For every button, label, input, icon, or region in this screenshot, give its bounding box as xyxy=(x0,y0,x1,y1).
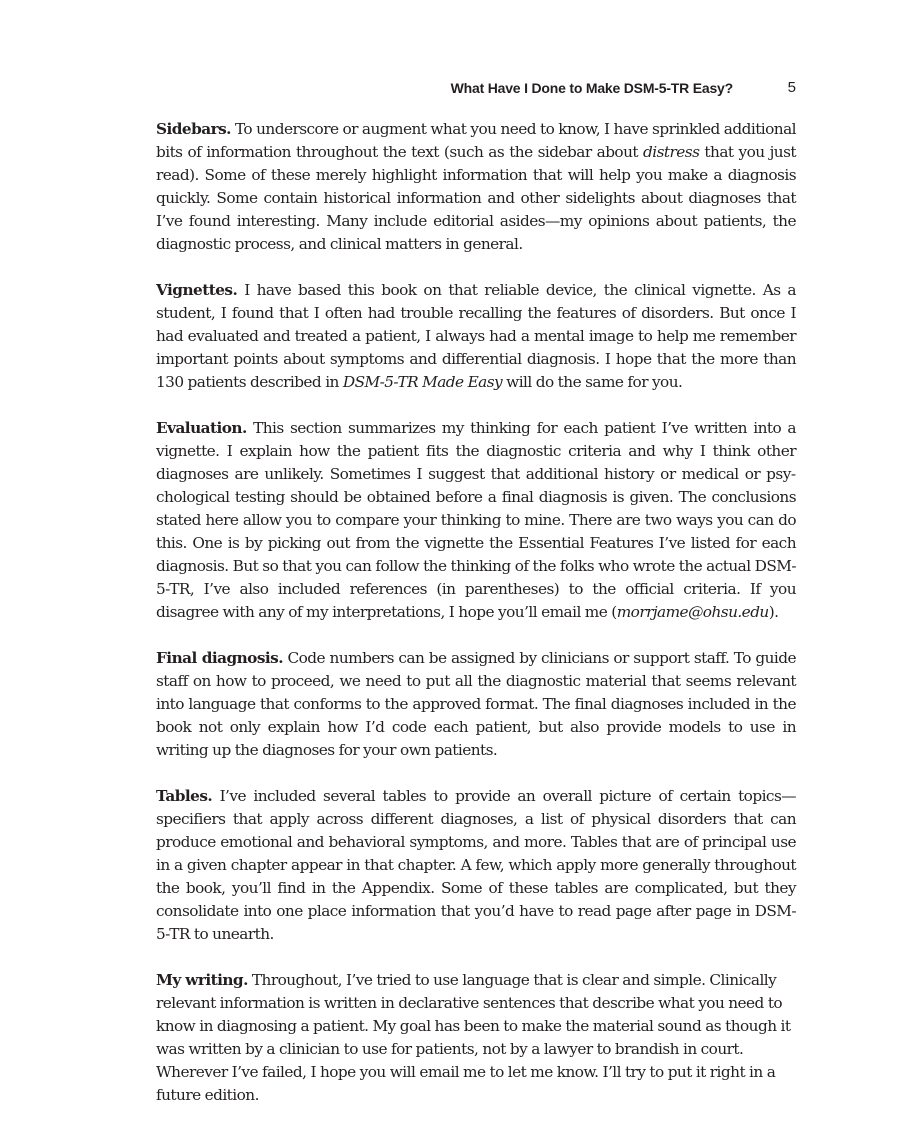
paragraph-heading-evaluation: Evaluation. xyxy=(156,419,247,437)
paragraph-tables xyxy=(156,785,796,946)
paragraph-text: To underscore or augment what you need to know, I have sprinkled additional bits of information throughout the text (such as the sidebar about xyxy=(156,120,797,161)
paragraph-text: Code numbers can be assigned by clinicians or support staff. To guide staff on how to proceed, we need to put all the diagnostic material that seems relevant into language that conforms to the approved format. The final diagnoses included in the book not only explain how I’d code each patient, but also provide models to use in writing up the diagnoses for your own patients. xyxy=(156,649,797,759)
paragraph-text: ). xyxy=(768,603,779,621)
paragraph-sidebars xyxy=(156,118,796,256)
page-number: 5 xyxy=(787,79,796,96)
paragraph-evaluation xyxy=(156,417,796,624)
running-head xyxy=(156,78,796,98)
paragraph-text: Throughout, I’ve tried to use language that is clear and simple. Clinically relevant information is written in declarative sentences that describe what you need to know in diagnosing a patient. My goal has been to make the material sound as though it was written by a clinician to use for patients, not by a lawyer to brandish in court. Wherever I’ve failed, I hope you will email me to let me know. I’ll try to put it right in a future edition. xyxy=(156,971,791,1104)
paragraph-text: I have based this book on that reliable device, the clinical vignette. As a student, I found that I often had trouble recalling the features of disorders. But once I had evaluated and treated a patient, I always had a mental image to help me remember important points about symptoms and differential diagnosis. I hope that the more than 130 patients described in xyxy=(156,281,796,391)
paragraph-heading-sidebars: Sidebars. xyxy=(156,120,231,138)
paragraph-heading-vignettes: Vignettes. xyxy=(156,281,238,299)
paragraph-heading-tables: Tables. xyxy=(156,787,213,805)
body-text xyxy=(156,118,796,1130)
paragraph-my-writing xyxy=(156,969,796,1107)
paragraph-heading-final-diagnosis: Final diagnosis. xyxy=(156,649,284,667)
paragraph-text: that you just read). Some of these merely highlight information that will help you make a diagnosis quickly. Some contain historical information and other sidelights about diagnoses that I’ve found interesting. Many include editorial asides—my opinions about patients, the diagnostic process, and clinical matters in general. xyxy=(156,143,796,253)
paragraph-text: will do the same for you. xyxy=(502,373,683,391)
email-address: morrjame@ohsu.edu xyxy=(616,603,769,621)
paragraph-vignettes xyxy=(156,279,796,394)
paragraph-text: I’ve included several tables to provide an overall picture of certain topics—specifiers that apply across different diagnoses, a list of physical disorders that can produce emotional and behavioral symptoms, and more. Tables that are of principal use in a given chapter appear in that chapter. A few, which apply more generally throughout the book, you’ll find in the Appendix. Some of these tables are complicated, but they consolidate into one place information that you’d have to read page after page in DSM-5-TR to unearth. xyxy=(156,787,796,943)
emphasis-text: DSM-5-TR Made Easy xyxy=(342,373,503,391)
running-head-title: What Have I Done to Make DSM-5-TR Easy? xyxy=(450,80,733,96)
emphasis-text: distress xyxy=(643,143,700,161)
paragraph-text: This section summarizes my thinking for each patient I’ve written into a vignette. I explain how the patient fits the diagnostic criteria and why I think other diagnoses are unlikely. Sometimes I suggest that additional history or medical or psychological testing should be obtained before a final diagnosis is given. The conclusions stated here allow you to compare your thinking to mine. There are two ways you can do this. One is by picking out from the vignette the Essential Features I’ve listed for each diagnosis. But so that you can follow the thinking of the folks who wrote the actual DSM-5-TR, I’ve also included references (in parentheses) to the official criteria. If you disagree with any of my interpretations, I hope you’ll email me ( xyxy=(156,419,796,621)
paragraph-heading-my-writing: My writing. xyxy=(156,971,248,989)
paragraph-final-diagnosis xyxy=(156,647,796,762)
